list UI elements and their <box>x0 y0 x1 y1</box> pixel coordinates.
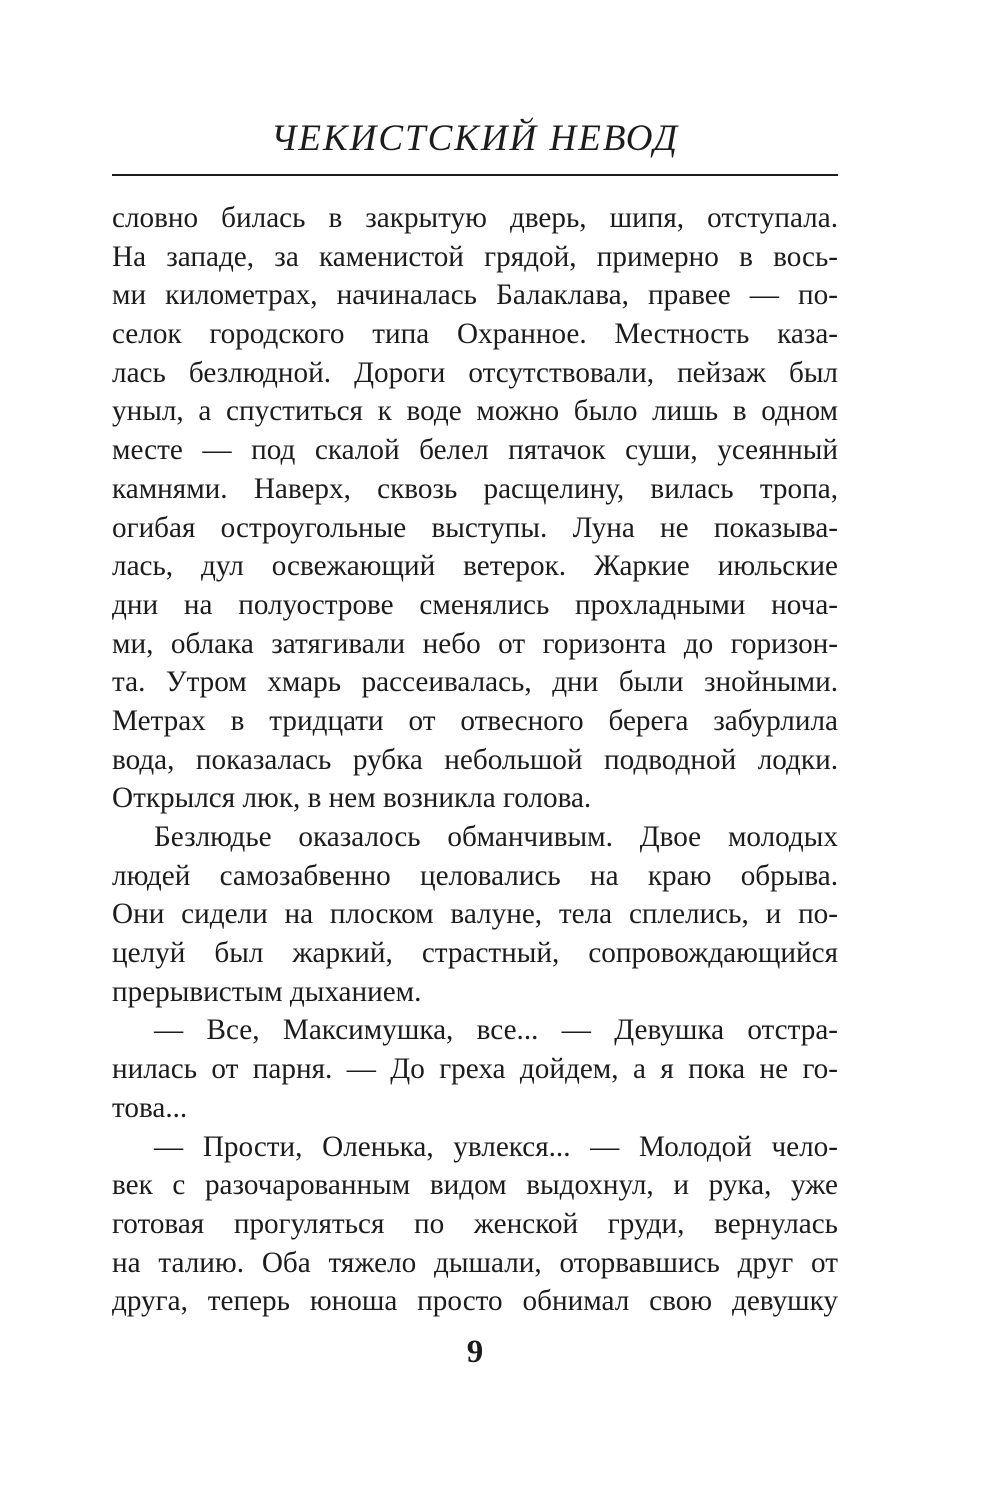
page-text <box>112 199 838 1321</box>
text-line: На западе, за каменистой грядой, примерно в вось- <box>112 240 838 273</box>
text-line: век с разочарованным видом выдохнул, и рука, уже <box>112 1169 838 1202</box>
page-number: 9 <box>466 1334 484 1370</box>
text-line: нилась от парня. — До греха дойдем, а я пока не го- <box>112 1053 838 1086</box>
text-line: на талию. Оба тяжело дышали, оторвавшись друг от <box>112 1246 838 1279</box>
text-line: готовая прогуляться по женской груди, вернулась <box>112 1207 838 1240</box>
text-line: ми, облака затягивали небо от горизонта до горизон- <box>112 627 838 660</box>
text-line: Безлюдье оказалось обманчивым. Двое молодых <box>154 821 838 853</box>
text-line: целуй был жаркий, страстный, сопровождающийся <box>112 937 838 970</box>
header-rule <box>112 174 838 176</box>
text-line: дни на полуострове сменялись прохладными ноча- <box>112 588 838 621</box>
text-line: прерывистым дыханием. <box>112 975 422 1008</box>
running-head-title: ЧЕКИСТСКИЙ НЕВОД <box>270 118 680 159</box>
text-line: людей самозабвенно целовались на краю обрыва. <box>112 859 838 892</box>
text-line: огибая остроугольные выступы. Луна не показыва- <box>112 511 838 544</box>
text-line: камнями. Наверх, сквозь расщелину, вилась тропа, <box>112 472 838 505</box>
text-line: вода, показалась рубка небольшой подводной лодки. <box>112 743 838 776</box>
text-line: та. Утром хмарь рассеивалась, дни были знойными. <box>112 666 838 699</box>
text-line: друга, теперь юноша просто обнимал свою девушку <box>112 1285 838 1318</box>
text-line: лась, дул освежающий ветерок. Жаркие июльские <box>112 550 838 583</box>
text-line: лась безлюдной. Дороги отсутствовали, пейзаж был <box>112 356 838 389</box>
text-line: Открылся люк, в нем возникла голова. <box>112 782 592 815</box>
text-line: месте — под скалой белел пятачок суши, усеянный <box>112 434 838 467</box>
text-line: ми километрах, начиналась Балаклава, правее — по- <box>112 279 838 312</box>
text-line: — Прости, Оленька, увлекся... — Молодой чело- <box>154 1130 838 1163</box>
text-line: словно билась в закрытую дверь, шипя, отступала. <box>112 202 838 234</box>
text-line: селок городского типа Охранное. Местность каза- <box>112 318 838 351</box>
text-line: Они сидели на плоском валуне, тела сплелись, и по- <box>112 898 838 931</box>
text-line: уныл, а спуститься к воде можно было лишь в одном <box>112 395 838 428</box>
text-line: това... <box>112 1091 188 1124</box>
text-line: — Все, Максимушка, все... — Девушка отстра- <box>154 1014 838 1047</box>
text-line: Метрах в тридцати от отвесного берега забурлила <box>112 704 838 737</box>
